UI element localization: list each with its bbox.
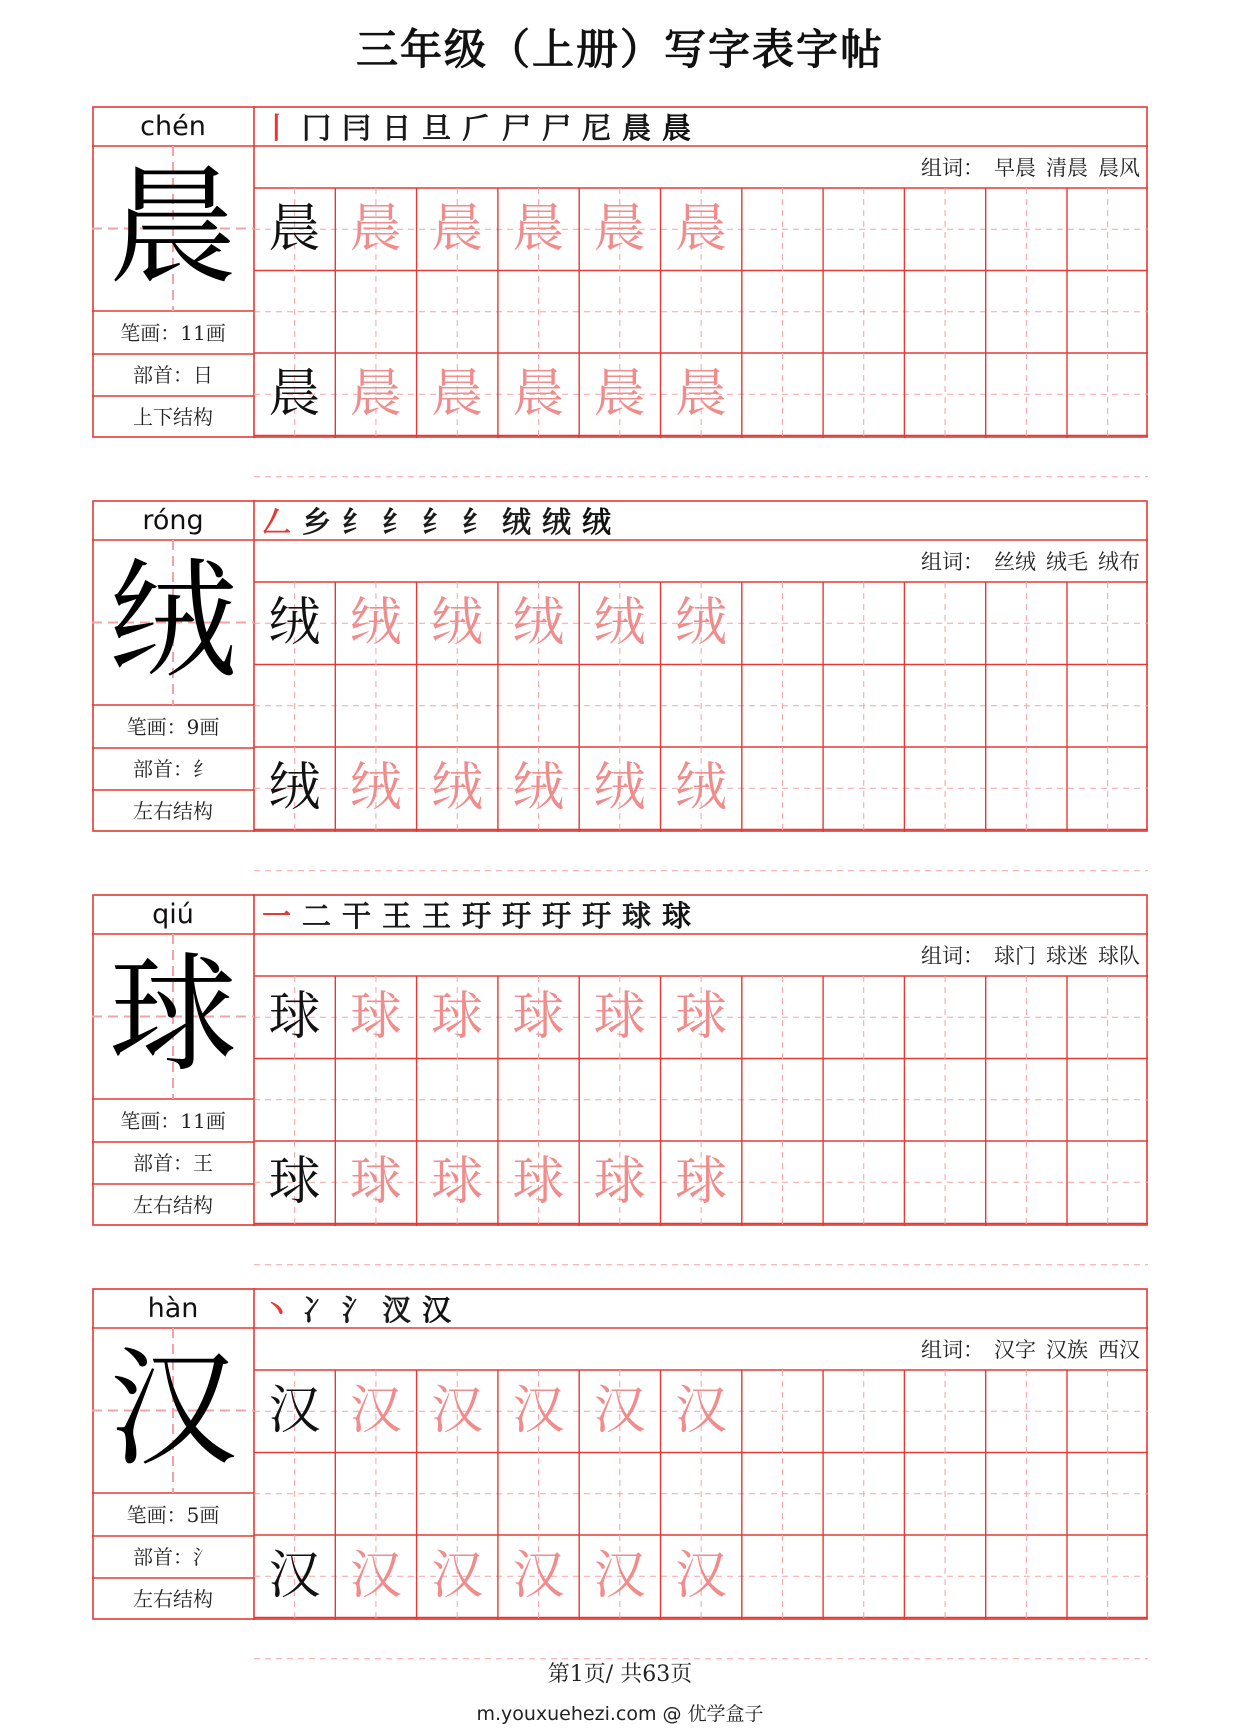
stroke-count: 笔画：5画 [126, 1503, 220, 1527]
footer-site: m.youxuehezi.com @ 优学盒子 [476, 1703, 764, 1725]
stroke-step: 绒 [582, 505, 612, 539]
stroke-count: 笔画：9画 [126, 715, 220, 739]
trace-char: 汉 [674, 1381, 727, 1441]
trace-char: 绒 [674, 593, 727, 653]
stroke-step: 玗 [542, 899, 572, 933]
stroke-step: 王 [422, 899, 452, 933]
model-character: 晨 [108, 153, 237, 302]
trace-char: 晨 [593, 199, 646, 259]
words-prefix: 组词： [921, 156, 984, 180]
trace-char: 晨 [431, 199, 484, 259]
stroke-order [256, 1288, 450, 1328]
word-item: 晨风 [1098, 156, 1140, 180]
trace-char: 晨 [674, 199, 727, 259]
stroke-step: 晨 [662, 111, 692, 145]
structure-label: 左右结构 [133, 1587, 213, 1611]
word-item: 绒布 [1098, 550, 1140, 574]
stroke-step: 玗 [502, 899, 532, 933]
words-prefix: 组词： [921, 550, 984, 574]
word-item: 球队 [1098, 944, 1140, 968]
trace-char: 绒 [674, 758, 727, 818]
stroke-step: 日 [382, 111, 412, 145]
stroke-order [256, 894, 690, 934]
stroke-step: 冫 [302, 1293, 332, 1327]
trace-char: 绒 [349, 758, 402, 818]
stroke-step: 纟 [342, 505, 372, 539]
word-item: 丝绒 [994, 550, 1036, 574]
stroke-step: 干 [342, 899, 372, 933]
trace-char: 球 [512, 1152, 565, 1212]
practice-model-char: 球 [268, 987, 321, 1047]
word-list [921, 934, 1140, 976]
stroke-step: 丨 [262, 111, 292, 145]
trace-char: 晨 [431, 364, 484, 424]
stroke-step: 二 [302, 899, 332, 933]
trace-char: 球 [674, 987, 727, 1047]
stroke-step: 晨 [622, 111, 652, 145]
page-title: 三年级（上册）写字表字帖 [355, 25, 884, 74]
practice-model-char: 汉 [268, 1546, 321, 1606]
trace-char: 绒 [349, 593, 402, 653]
radical-label: 部首：纟 [133, 757, 213, 781]
radical-label: 部首：日 [133, 363, 213, 387]
stroke-step: 尸 [542, 111, 572, 145]
pinyin-label: qiú [152, 899, 194, 930]
practice-model-char: 汉 [268, 1381, 321, 1441]
stroke-step: 旦 [422, 111, 452, 145]
trace-char: 晨 [593, 364, 646, 424]
word-item: 汉字 [994, 1338, 1036, 1362]
stroke-step: 𠃋 [262, 505, 292, 539]
stroke-order [256, 106, 690, 146]
trace-char: 汉 [593, 1546, 646, 1606]
word-item: 球迷 [1046, 944, 1088, 968]
stroke-step: 球 [622, 899, 652, 933]
trace-char: 球 [512, 987, 565, 1047]
word-list [921, 1328, 1140, 1370]
model-character: 汉 [108, 1335, 237, 1484]
practice-model-char: 晨 [268, 199, 321, 259]
words-prefix: 组词： [921, 944, 984, 968]
pinyin-label: róng [142, 505, 204, 536]
model-character: 绒 [108, 547, 237, 696]
trace-char: 绒 [512, 593, 565, 653]
trace-char: 汉 [349, 1546, 402, 1606]
stroke-step: 氵 [342, 1293, 372, 1327]
stroke-step: 绒 [542, 505, 572, 539]
character-sheet [92, 1288, 1148, 1620]
trace-char: 晨 [349, 199, 402, 259]
stroke-step: 纟 [382, 505, 412, 539]
stroke-step: 纟 [422, 505, 452, 539]
word-item: 西汉 [1098, 1338, 1140, 1362]
trace-char: 汉 [431, 1381, 484, 1441]
stroke-count: 笔画：11画 [120, 321, 226, 345]
trace-char: 汉 [593, 1381, 646, 1441]
radical-label: 部首：氵 [133, 1545, 213, 1569]
trace-char: 晨 [512, 199, 565, 259]
stroke-step: 球 [662, 899, 692, 933]
page-number: 第1页/ 共63页 [547, 1662, 693, 1687]
trace-char: 晨 [674, 364, 727, 424]
trace-char: 球 [431, 1152, 484, 1212]
word-list [921, 146, 1140, 188]
practice-model-char: 晨 [268, 364, 321, 424]
trace-char: 球 [593, 1152, 646, 1212]
trace-char: 汉 [512, 1546, 565, 1606]
trace-char: 晨 [349, 364, 402, 424]
word-item: 早晨 [994, 156, 1036, 180]
character-sheet [92, 894, 1148, 1226]
trace-char: 球 [349, 987, 402, 1047]
stroke-step: 丶 [262, 1293, 292, 1327]
trace-char: 球 [431, 987, 484, 1047]
trace-char: 绒 [512, 758, 565, 818]
word-list [921, 540, 1140, 582]
trace-char: 汉 [349, 1381, 402, 1441]
trace-char: 绒 [593, 758, 646, 818]
trace-char: 球 [593, 987, 646, 1047]
character-sheet [92, 106, 1148, 438]
trace-char: 晨 [512, 364, 565, 424]
trace-char: 绒 [593, 593, 646, 653]
trace-char: 绒 [431, 593, 484, 653]
pinyin-label: chén [140, 111, 206, 142]
stroke-step: 玗 [582, 899, 612, 933]
stroke-step: 𠂆 [462, 111, 492, 145]
words-prefix: 组词： [921, 1338, 984, 1362]
trace-char: 绒 [431, 758, 484, 818]
stroke-step: 冂 [302, 111, 332, 145]
stroke-step: 冃 [342, 111, 372, 145]
trace-char: 汉 [431, 1546, 484, 1606]
practice-model-char: 绒 [268, 758, 321, 818]
stroke-step: 汉 [422, 1293, 452, 1327]
stroke-step: 绒 [502, 505, 532, 539]
word-item: 球门 [994, 944, 1036, 968]
practice-model-char: 绒 [268, 593, 321, 653]
structure-label: 左右结构 [133, 1193, 213, 1217]
trace-char: 球 [349, 1152, 402, 1212]
structure-label: 上下结构 [133, 405, 213, 429]
trace-char: 汉 [512, 1381, 565, 1441]
stroke-step: 汊 [382, 1293, 412, 1327]
stroke-step: 尸 [502, 111, 532, 145]
practice-model-char: 球 [268, 1152, 321, 1212]
stroke-count: 笔画：11画 [120, 1109, 226, 1133]
radical-label: 部首：王 [133, 1151, 213, 1175]
word-item: 清晨 [1046, 156, 1088, 180]
pinyin-label: hàn [147, 1293, 199, 1324]
stroke-order [256, 500, 610, 540]
stroke-step: 一 [262, 899, 292, 933]
word-item: 绒毛 [1046, 550, 1088, 574]
character-sheet [92, 500, 1148, 832]
word-item: 汉族 [1046, 1338, 1088, 1362]
trace-char: 球 [674, 1152, 727, 1212]
stroke-step: 王 [382, 899, 412, 933]
stroke-step: 乡 [302, 505, 332, 539]
trace-char: 汉 [674, 1546, 727, 1606]
structure-label: 左右结构 [133, 799, 213, 823]
stroke-step: 尼 [582, 111, 612, 145]
stroke-step: 玗 [462, 899, 492, 933]
model-character: 球 [108, 941, 237, 1090]
stroke-step: 纟 [462, 505, 492, 539]
